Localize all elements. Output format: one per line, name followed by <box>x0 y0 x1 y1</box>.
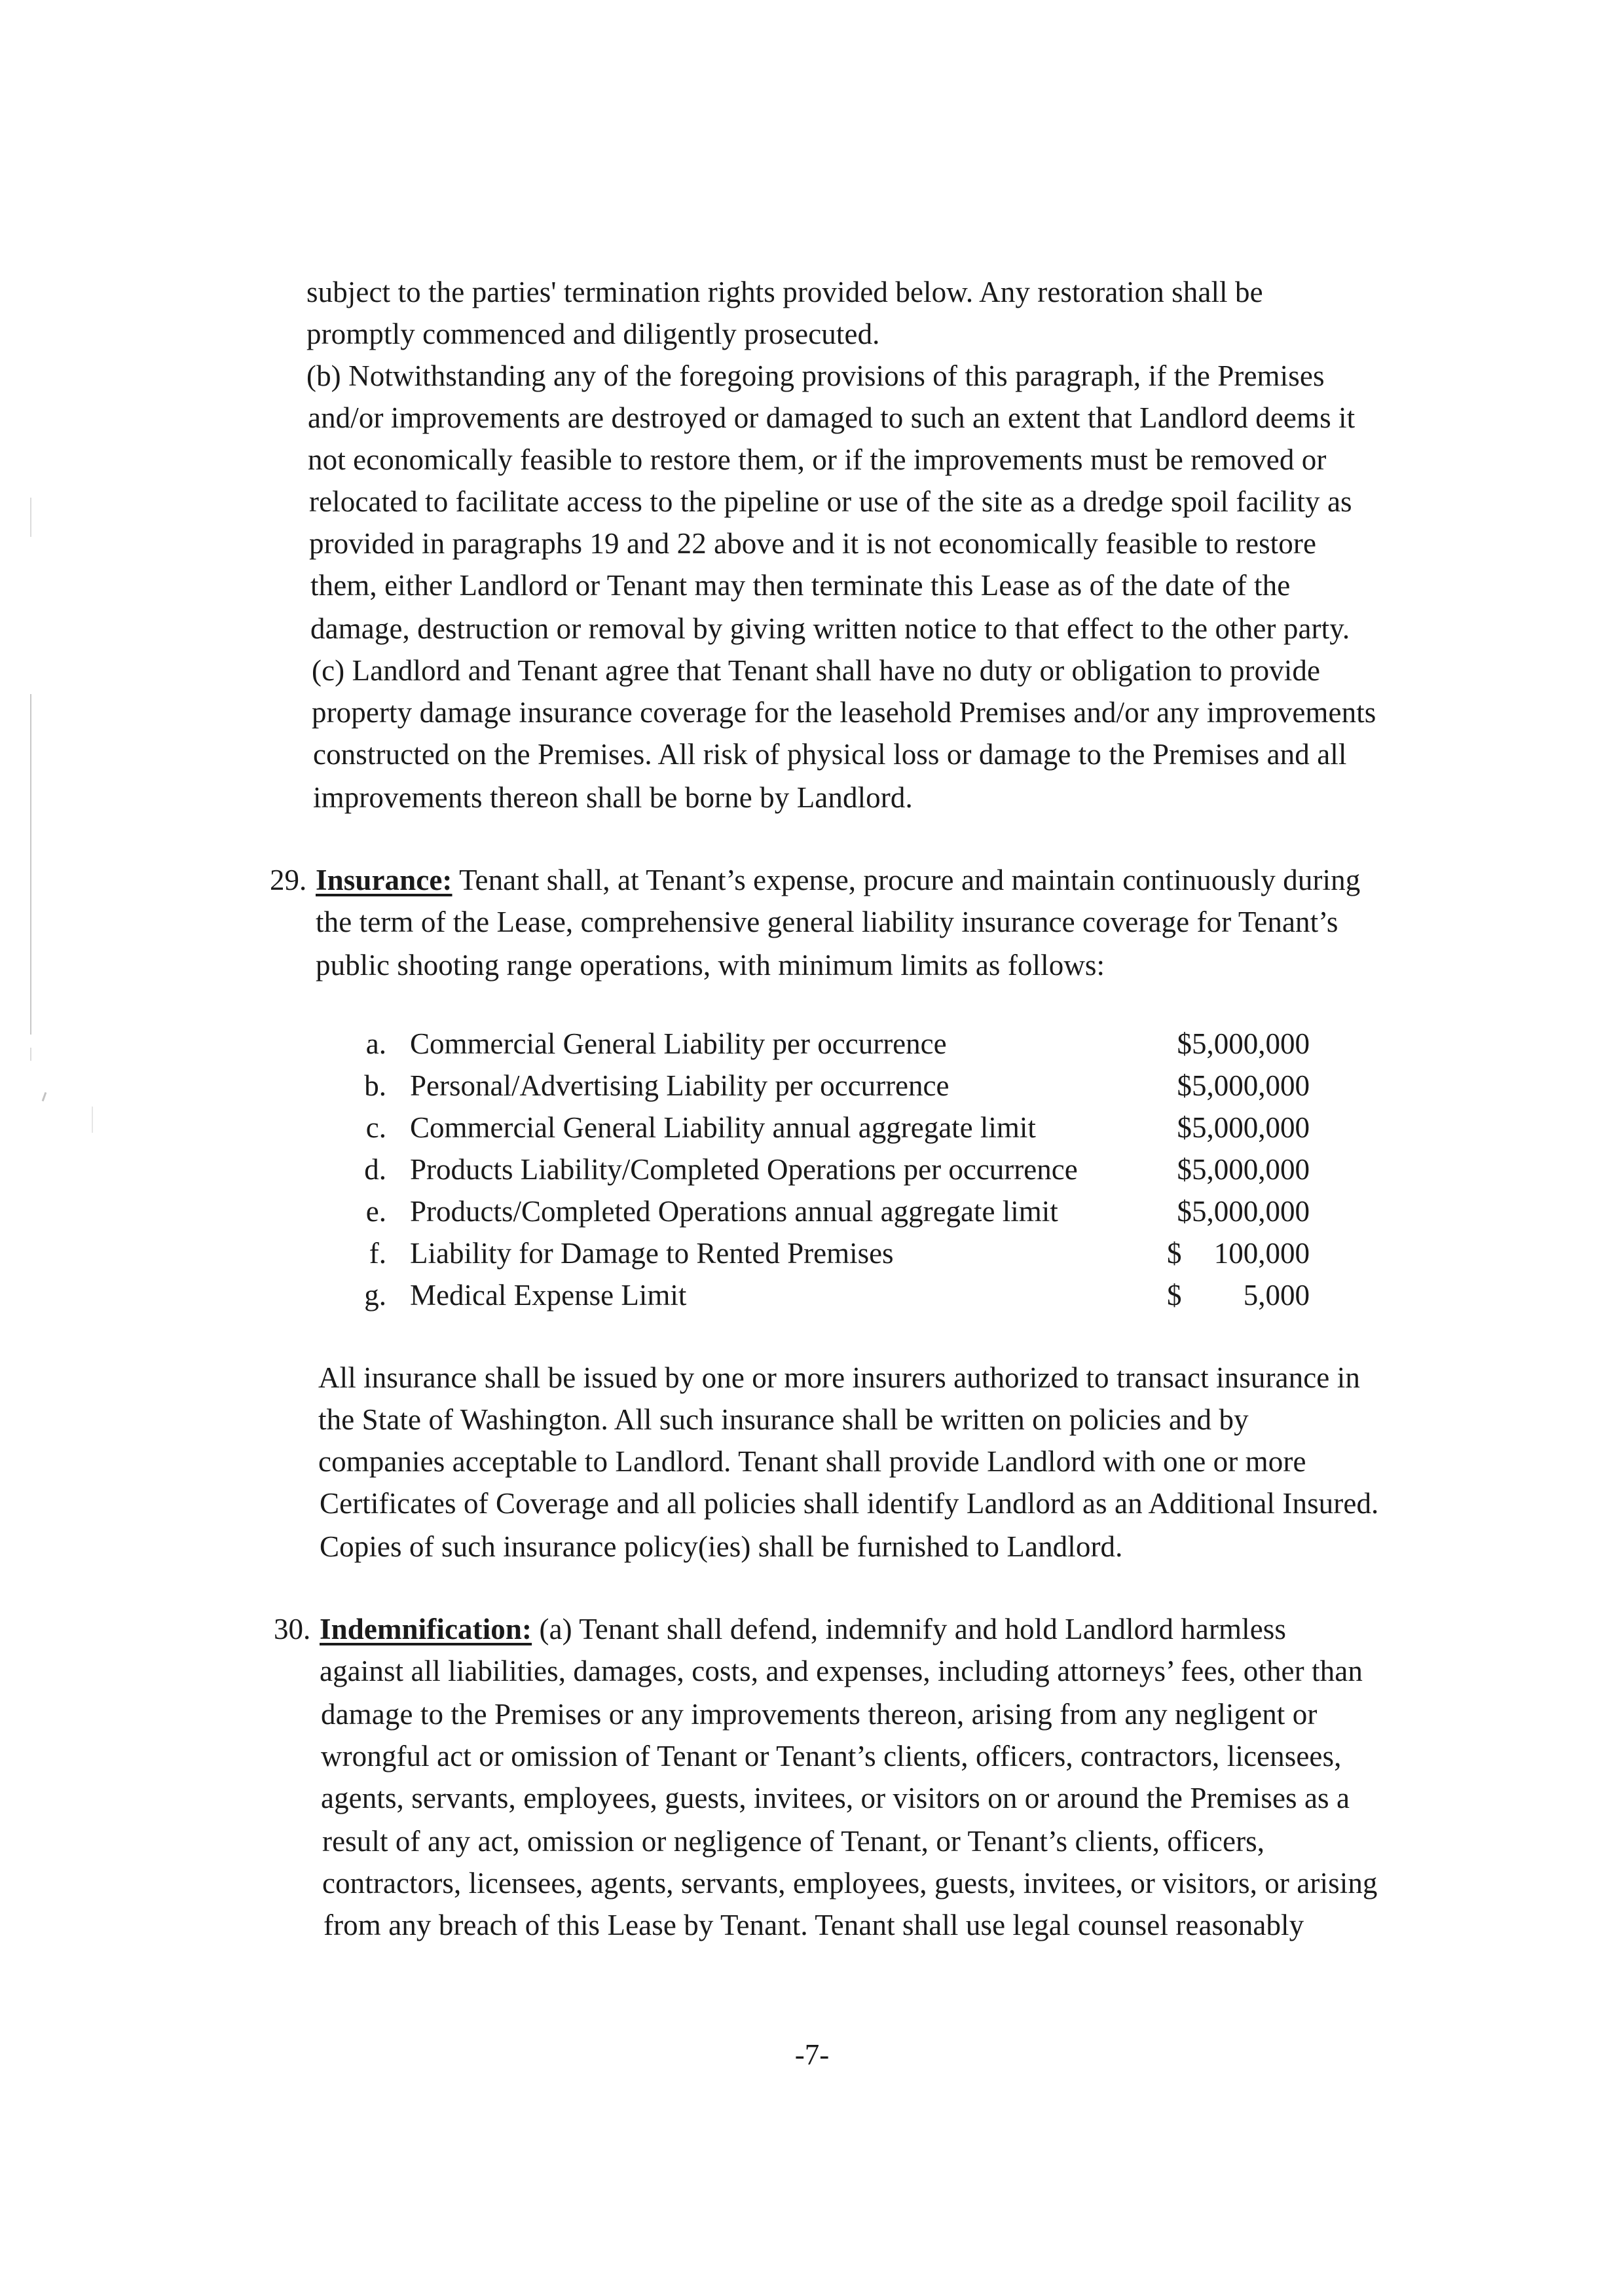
page-number: -7- <box>794 2038 830 2071</box>
first-line-text: (a) Tenant shall defend, indemnify and hold Landlord harmless <box>539 1613 1287 1645</box>
limit-letter: d. <box>364 1153 386 1186</box>
limit-description: Products/Completed Operations annual aggregate limit <box>410 1195 1058 1228</box>
text-line: them, either Landlord or Tenant may then terminate this Lease as of the date of the <box>310 569 1291 602</box>
text-line: contractors, licensees, agents, servants, employees, guests, invitees, or visitors, or arising <box>322 1867 1378 1900</box>
text-line: and/or improvements are destroyed or damaged to such an extent that Landlord deems it <box>308 401 1356 434</box>
limit-description: Liability for Damage to Rented Premises <box>410 1237 894 1270</box>
limit-amount: $5,000,000 <box>1177 1111 1310 1144</box>
limit-letter: g. <box>364 1279 386 1312</box>
limit-amount: $5,000,000 <box>1177 1195 1310 1228</box>
text-line: Certificates of Coverage and all policies shall identify Landlord as an Additional Insured. <box>320 1487 1379 1520</box>
limit-description: Products Liability/Completed Operations per occurrence <box>410 1153 1078 1186</box>
limit-letter: c. <box>365 1111 386 1144</box>
text-line: All insurance shall be issued by one or more insurers authorized to transact insurance in <box>318 1361 1360 1394</box>
text-line: from any breach of this Lease by Tenant. Tenant shall use legal counsel reasonably <box>323 1909 1304 1941</box>
text-line: subject to the parties' termination rights provided below. Any restoration shall be <box>306 276 1263 308</box>
limit-amount: $5,000,000 <box>1177 1153 1310 1186</box>
text-line: wrongful act or omission of Tenant or Tenant’s clients, officers, contractors, licensees, <box>321 1740 1342 1772</box>
text-line: companies acceptable to Landlord. Tenant shall provide Landlord with one or more <box>318 1445 1306 1478</box>
limit-letter: a. <box>365 1027 386 1060</box>
text-line: agents, servants, employees, guests, invitees, or visitors on or around the Premises as a <box>321 1782 1350 1814</box>
text-line: property damage insurance coverage for the leasehold Premises and/or any improvements <box>312 696 1376 729</box>
limit-amount: 100,000 <box>1213 1237 1310 1270</box>
section-heading: Insurance: <box>316 864 452 896</box>
text-line: (c) Landlord and Tenant agree that Tenant shall have no duty or obligation to provide <box>312 654 1321 687</box>
scan-mark <box>42 1092 47 1101</box>
scan-mark <box>30 498 31 537</box>
limit-dollar-sign: $ <box>1167 1237 1182 1270</box>
limit-letter: e. <box>365 1195 386 1228</box>
text-line: provided in paragraphs 19 and 22 above and it is not economically feasible to restore <box>309 527 1317 560</box>
text-line: relocated to facilitate access to the pipeline or use of the site as a dredge spoil facility as <box>309 485 1352 518</box>
limit-description: Commercial General Liability per occurrence <box>410 1027 947 1060</box>
scan-mark <box>30 694 31 1035</box>
text-line: Copies of such insurance policy(ies) shall be furnished to Landlord. <box>320 1530 1123 1563</box>
text-line: promptly commenced and diligently prosecuted. <box>306 318 880 350</box>
text-line: not economically feasible to restore them, or if the improvements must be removed or <box>308 443 1327 476</box>
text-line: improvements thereon shall be borne by Landlord. <box>313 781 913 814</box>
text-line: the term of the Lease, comprehensive general liability insurance coverage for Tenant’s <box>316 906 1338 938</box>
paragraph-number: 29. <box>270 864 307 896</box>
limit-letter: f. <box>369 1237 386 1270</box>
limit-description: Medical Expense Limit <box>410 1279 687 1312</box>
limit-description: Personal/Advertising Liability per occurrence <box>410 1069 950 1102</box>
limit-dollar-sign: $ <box>1167 1279 1182 1312</box>
paragraph-number: 30. <box>274 1613 311 1645</box>
limit-letter: b. <box>364 1069 386 1102</box>
text-line: constructed on the Premises. All risk of physical loss or damage to the Premises and all <box>313 738 1347 771</box>
scan-mark <box>30 1048 31 1061</box>
text-line: (b) Notwithstanding any of the foregoing provisions of this paragraph, if the Premises <box>306 359 1325 392</box>
limit-amount: $5,000,000 <box>1177 1069 1310 1102</box>
limit-description: Commercial General Liability annual aggregate limit <box>410 1111 1036 1144</box>
paragraph-first-line <box>320 1611 1286 1647</box>
limit-amount: 5,000 <box>1243 1279 1310 1312</box>
paragraph-first-line <box>316 862 1360 898</box>
section-heading: Indemnification: <box>320 1613 532 1645</box>
first-line-text: Tenant shall, at Tenant’s expense, procure and maintain continuously during <box>459 864 1361 896</box>
text-line: the State of Washington. All such insurance shall be written on policies and by <box>318 1403 1249 1436</box>
text-line: result of any act, omission or negligence of Tenant, or Tenant’s clients, officers, <box>322 1825 1265 1858</box>
text-line: public shooting range operations, with minimum limits as follows: <box>316 949 1105 982</box>
text-line: damage, destruction or removal by giving written notice to that effect to the other party. <box>310 612 1350 645</box>
scan-mark <box>92 1107 93 1133</box>
text-line: against all liabilities, damages, costs, and expenses, including attorneys’ fees, other than <box>320 1655 1363 1687</box>
text-line: damage to the Premises or any improvements thereon, arising from any negligent or <box>321 1698 1318 1731</box>
limit-amount: $5,000,000 <box>1177 1027 1310 1060</box>
